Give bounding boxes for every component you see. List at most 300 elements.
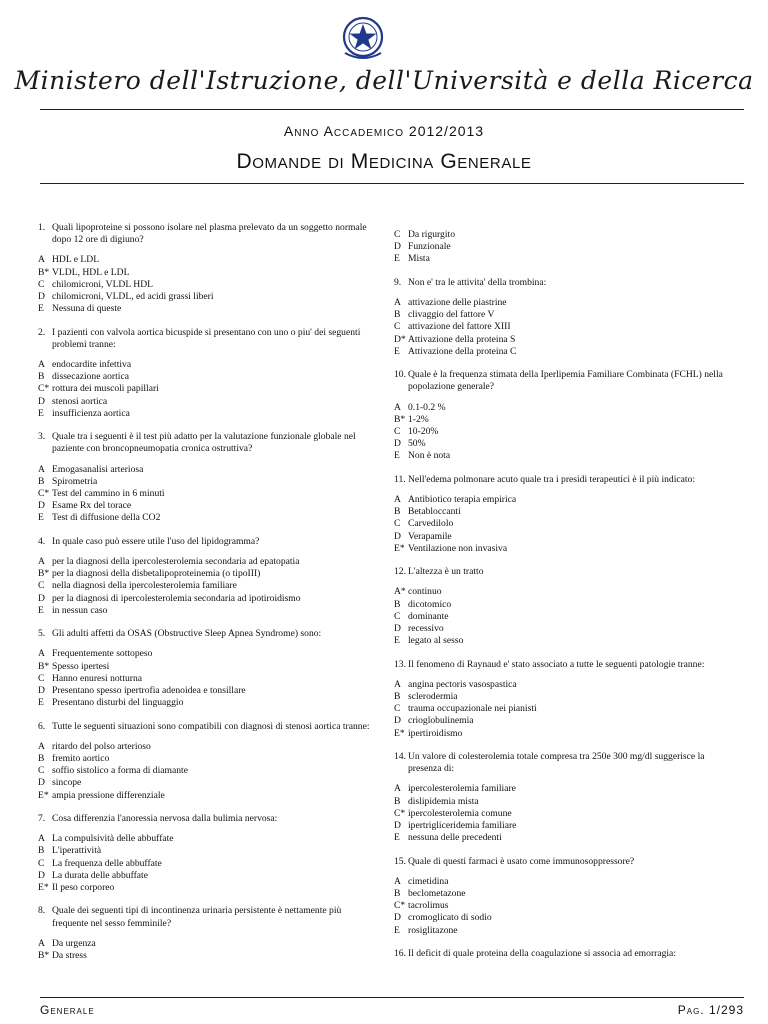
answer-options <box>38 741 378 802</box>
option-text: nessuna delle precedenti <box>408 832 502 844</box>
answer-option <box>394 783 740 795</box>
question-text: Il fenomeno di Raynaud e' stato associato a tutte le seguenti patologie tranne: <box>408 658 705 670</box>
option-text: Il peso corporeo <box>52 882 115 894</box>
option-text: Test del cammino in 6 minuti <box>52 488 165 500</box>
question-text: Quali lipoproteine si possono isolare nel plasma prelevato da un soggetto normale dopo 12 ore di digiuno? <box>52 222 367 246</box>
question-text: L'altezza è un tratto <box>408 566 484 578</box>
option-text: chilomicroni, VLDL HDL <box>52 278 153 290</box>
option-text: dominante <box>408 610 449 622</box>
option-text: Emogasanalisi arteriosa <box>52 463 144 475</box>
option-letter: A <box>394 678 401 690</box>
answer-option <box>394 820 740 832</box>
option-letter: E <box>38 303 44 315</box>
answer-option <box>38 371 378 383</box>
question-stem <box>394 948 740 960</box>
answer-option <box>394 402 740 414</box>
option-text: recessivo <box>408 623 444 635</box>
answer-option <box>38 858 378 870</box>
option-letter: E <box>38 512 44 524</box>
option-letter: A <box>394 783 401 795</box>
question-stem <box>394 277 740 289</box>
answer-options <box>394 229 740 266</box>
answer-option <box>394 518 740 530</box>
option-text: endocardite infettiva <box>52 359 132 371</box>
answer-option <box>394 241 740 253</box>
answer-option <box>394 876 740 888</box>
answer-option <box>394 599 740 611</box>
answer-option <box>38 648 378 660</box>
option-text: ipercolesterolemia familiare <box>408 783 516 795</box>
option-letter: A <box>38 254 45 266</box>
question-text: Nell'edema polmonare acuto quale tra i presidi terapeutici è il più indicato: <box>408 473 696 485</box>
option-letter: B* <box>38 660 50 672</box>
option-text: 10-20% <box>408 426 439 438</box>
option-text: rottura dei muscoli papillari <box>52 383 159 395</box>
option-letter: C <box>38 765 45 777</box>
answer-option <box>394 414 740 426</box>
option-text: La frequenza delle abbuffate <box>52 857 162 869</box>
option-text: Da rigurgito <box>408 229 455 240</box>
option-text: Da urgenza <box>52 937 96 949</box>
answer-option <box>38 359 378 371</box>
answer-option <box>394 796 740 808</box>
answer-option <box>394 494 740 506</box>
question-number: 8. <box>38 905 46 917</box>
option-text: Mista <box>408 253 430 265</box>
option-text: nella diagnosi della ipercolesterolemia familiare <box>52 580 237 592</box>
option-text: stenosi aortica <box>52 395 108 407</box>
option-text: Spirometria <box>52 475 98 487</box>
option-text: per la diagnosi di ipercolesterolemia secondaria ad ipotiroidismo <box>52 592 301 604</box>
answer-option <box>394 438 740 450</box>
question-item <box>394 751 740 844</box>
answer-option <box>394 321 740 333</box>
answer-option <box>38 488 378 500</box>
option-letter: A <box>38 556 45 568</box>
option-letter: D* <box>394 333 406 345</box>
option-text: 0.1-0.2 % <box>408 401 446 413</box>
answer-option <box>38 396 378 408</box>
question-text: Quale dei seguenti tipi di incontinenza urinaria persistente è nettamente più frequente nel sesso femminile? <box>52 905 342 929</box>
option-letter: D <box>394 438 401 450</box>
option-text: clivaggio del fattore V <box>408 309 495 321</box>
option-letter: C <box>394 426 401 438</box>
option-letter: D <box>394 820 401 832</box>
option-text: Frequentemente sottopeso <box>52 648 153 660</box>
question-text: Un valore di colesterolemia totale compresa tra 250e 300 mg/dl suggerisce la presenza di: <box>408 751 705 775</box>
option-letter: A <box>38 740 45 752</box>
title-divider <box>40 183 744 184</box>
italian-republic-emblem-icon <box>341 15 385 63</box>
answer-option <box>394 925 740 937</box>
answer-option <box>394 808 740 820</box>
question-text: In quale caso può essere utile l'uso del lipidogramma? <box>52 535 260 547</box>
option-letter: C <box>38 672 45 684</box>
option-letter: D <box>38 685 45 697</box>
page-title: Domande di Medicina Generale <box>236 150 532 173</box>
answer-option <box>394 531 740 543</box>
answer-options <box>394 297 740 358</box>
option-text: ipertiroidismo <box>408 727 463 739</box>
answer-option <box>38 267 378 279</box>
option-text: L'iperattività <box>52 845 102 857</box>
option-letter: E <box>38 697 44 709</box>
answer-options <box>38 938 378 962</box>
answer-option <box>38 673 378 685</box>
option-letter: B <box>394 888 401 900</box>
footer-section-label: Generale <box>40 1003 95 1017</box>
option-text: rosiglitazone <box>408 924 458 936</box>
option-letter: B* <box>394 413 406 425</box>
answer-option <box>394 900 740 912</box>
option-letter: E* <box>394 727 405 739</box>
answer-option <box>38 291 378 303</box>
answer-option <box>394 912 740 924</box>
question-item <box>394 856 740 937</box>
option-letter: D <box>394 715 401 727</box>
answer-option <box>394 832 740 844</box>
option-text: Spesso ipertesi <box>52 660 110 672</box>
answer-options <box>38 464 378 525</box>
option-letter: D <box>38 500 45 512</box>
option-letter: C <box>38 857 45 869</box>
question-text: I pazienti con valvola aortica bicuspide si presentano con uno o piu' dei seguenti problemi tranne: <box>52 326 361 350</box>
header-divider <box>40 109 744 110</box>
question-stem <box>394 751 740 775</box>
option-text: La durata delle abbuffate <box>52 869 148 881</box>
option-text: La compulsività delle abbuffate <box>52 833 174 845</box>
option-text: VLDL, HDL e LDL <box>52 266 130 278</box>
question-text: Quale tra i seguenti è il test più adatto per la valutazione funzionale globale nel paziente con broncopneumopatia cronica ostruttiva? <box>52 431 356 455</box>
option-letter: D <box>38 869 45 881</box>
answer-option <box>38 777 378 789</box>
option-text: dicotomico <box>408 598 452 610</box>
answer-option <box>38 833 378 845</box>
option-letter: E <box>394 635 400 647</box>
option-letter: A <box>38 648 45 660</box>
answer-option <box>38 882 378 894</box>
option-letter: B <box>394 598 401 610</box>
option-letter: B <box>394 506 401 518</box>
option-text: Da stress <box>52 950 87 962</box>
answer-option <box>394 297 740 309</box>
option-letter: B <box>394 309 401 321</box>
option-letter: A <box>38 359 45 371</box>
answer-option <box>38 753 378 765</box>
answer-option <box>394 715 740 727</box>
option-letter: B* <box>38 950 50 962</box>
option-letter: E <box>38 604 44 616</box>
option-text: chilomicroni, VLDL, ed acidi grassi liberi <box>52 291 214 303</box>
option-letter: E <box>394 832 400 844</box>
question-item <box>38 327 378 420</box>
option-letter: A <box>38 937 45 949</box>
answer-options <box>38 359 378 420</box>
question-item <box>38 431 378 524</box>
answer-option <box>394 703 740 715</box>
question-number: 5. <box>38 628 46 640</box>
option-text: Attivazione della proteina S <box>408 333 516 345</box>
option-letter: A <box>394 494 401 506</box>
question-item <box>394 659 740 740</box>
answer-option <box>38 765 378 777</box>
option-text: continuo <box>408 586 442 598</box>
question-stem <box>38 222 378 246</box>
option-text: tacrolimus <box>408 900 449 912</box>
academic-year: Anno Accademico 2012/2013 <box>283 123 485 139</box>
question-text: Gli adulti affetti da OSAS (Obstructive Sleep Apnea Syndrome) sono: <box>52 628 322 640</box>
question-item <box>38 813 378 894</box>
question-number: 15. <box>394 855 406 867</box>
question-item <box>394 369 740 462</box>
answer-option <box>394 635 740 647</box>
option-text: Antibiotico terapia empirica <box>408 494 517 506</box>
option-letter: E* <box>394 542 405 554</box>
question-item <box>38 222 378 315</box>
answer-option <box>38 605 378 617</box>
option-letter: C* <box>38 383 50 395</box>
option-text: ipertrigliceridemia familiare <box>408 820 517 832</box>
question-number: 11. <box>394 473 406 485</box>
answer-option <box>38 464 378 476</box>
option-letter: C <box>394 610 401 622</box>
question-stem <box>394 566 740 578</box>
answer-option <box>394 253 740 265</box>
option-text: 50% <box>408 438 426 450</box>
answer-option <box>38 697 378 709</box>
option-text: crioglobulinemia <box>408 715 474 727</box>
option-text: sclerodermia <box>408 691 458 703</box>
question-number: 16. <box>394 948 406 960</box>
option-text: angina pectoris vasospastica <box>408 678 517 690</box>
answer-options <box>38 254 378 315</box>
option-text: trauma occupazionale nei pianisti <box>408 703 537 715</box>
option-text: ampia pressione differenziale <box>52 789 165 801</box>
footer-divider <box>40 997 744 998</box>
option-text: Attivazione della proteina C <box>408 345 517 357</box>
question-item <box>394 948 740 960</box>
option-letter: E <box>394 450 400 462</box>
option-text: Carvedilolo <box>408 518 454 530</box>
answer-option <box>38 408 378 420</box>
question-stem <box>394 474 740 486</box>
option-text: cimetidina <box>408 875 449 887</box>
question-item <box>394 229 740 266</box>
answer-option <box>38 580 378 592</box>
question-stem <box>38 905 378 929</box>
question-number: 7. <box>38 813 46 825</box>
question-stem <box>38 721 378 733</box>
answer-option <box>394 888 740 900</box>
option-letter: C <box>394 321 401 333</box>
answer-option <box>394 450 740 462</box>
option-letter: B <box>394 795 401 807</box>
answer-option <box>38 790 378 802</box>
answer-option <box>38 476 378 488</box>
option-text: legato al sesso <box>408 635 464 647</box>
answer-option <box>394 426 740 438</box>
answer-option <box>38 870 378 882</box>
option-text: attivazione del fattore XIII <box>408 321 511 333</box>
option-letter: B <box>38 845 45 857</box>
question-number: 10. <box>394 369 406 381</box>
question-item <box>38 905 378 962</box>
answer-options <box>394 876 740 937</box>
question-stem <box>38 536 378 548</box>
option-letter: E* <box>38 882 49 894</box>
answer-option <box>38 568 378 580</box>
option-letter: E <box>394 253 400 265</box>
answer-option <box>394 229 740 241</box>
option-text: fremito aortico <box>52 753 110 765</box>
answer-option <box>38 279 378 291</box>
question-item <box>38 721 378 802</box>
question-number: 13. <box>394 658 406 670</box>
option-text: attivazione delle piastrine <box>408 297 507 308</box>
option-letter: B* <box>38 568 50 580</box>
left-question-column <box>38 222 378 973</box>
option-letter: E* <box>38 789 49 801</box>
question-stem <box>38 628 378 640</box>
option-letter: A <box>38 463 45 475</box>
option-letter: D <box>394 530 401 542</box>
option-text: 1-2% <box>408 413 429 425</box>
option-text: HDL e LDL <box>52 254 100 266</box>
answer-options <box>38 556 378 617</box>
question-text: Non e' tra le attivita' della trombina: <box>408 276 547 288</box>
option-letter: C* <box>394 900 406 912</box>
answer-option <box>394 506 740 518</box>
answer-option <box>38 556 378 568</box>
question-text: Tutte le seguenti situazioni sono compatibili con diagnosi di stenosi aortica tranne: <box>52 720 370 732</box>
answer-option <box>38 845 378 857</box>
option-text: Funzionale <box>408 241 451 253</box>
option-letter: C* <box>394 807 406 819</box>
question-item <box>394 566 740 647</box>
question-number: 4. <box>38 535 46 547</box>
question-text: Il deficit di quale proteina della coagulazione si associa ad emorragia: <box>408 948 676 960</box>
answer-options <box>38 648 378 709</box>
answer-option <box>394 309 740 321</box>
option-letter: D <box>38 395 45 407</box>
answer-option <box>38 685 378 697</box>
question-text: Quale è la frequenza stimata della Iperlipemia Familiare Combinata (FCHL) nella popolazione generale? <box>408 369 723 393</box>
option-text: Non è nota <box>408 450 451 462</box>
answer-option <box>38 500 378 512</box>
answer-options <box>394 783 740 844</box>
answer-option <box>38 938 378 950</box>
option-text: per la diagnosi della ipercolesterolemia secondaria ad epatopatia <box>52 556 300 568</box>
option-letter: C <box>394 518 401 530</box>
question-number: 12. <box>394 566 406 578</box>
option-text: beclometazone <box>408 888 466 900</box>
option-text: ritardo del polso arterioso <box>52 740 151 752</box>
option-letter: A <box>394 297 401 308</box>
option-letter: B* <box>38 266 50 278</box>
question-number: 1. <box>38 222 46 233</box>
question-item <box>38 536 378 617</box>
answer-option <box>38 303 378 315</box>
option-text: Ventilazione non invasiva <box>408 542 508 554</box>
option-letter: E <box>38 407 44 419</box>
answer-option <box>394 334 740 346</box>
option-text: Presentano spesso ipertrofia adenoidea e tonsillare <box>52 685 246 697</box>
question-number: 2. <box>38 326 46 338</box>
option-text: Hanno enuresi notturna <box>52 672 143 684</box>
question-stem <box>394 659 740 671</box>
option-letter: A <box>394 401 401 413</box>
option-letter: C <box>38 278 45 290</box>
question-stem <box>394 369 740 393</box>
answer-option <box>394 346 740 358</box>
option-text: Verapamile <box>408 530 452 542</box>
question-item <box>394 474 740 555</box>
option-text: insufficienza aortica <box>52 407 130 419</box>
option-letter: D <box>394 241 401 253</box>
answer-option <box>394 543 740 555</box>
option-letter: C <box>38 580 45 592</box>
question-stem <box>38 813 378 825</box>
option-letter: C <box>394 229 401 240</box>
option-text: Betabloccanti <box>408 506 461 518</box>
question-number: 9. <box>394 276 402 288</box>
answer-option <box>394 728 740 740</box>
answer-option <box>394 611 740 623</box>
answer-option <box>38 593 378 605</box>
question-text: Cosa differenzia l'anoressia nervosa dalla bulimia nervosa: <box>52 813 278 825</box>
answer-option <box>38 741 378 753</box>
option-letter: E <box>394 345 400 357</box>
option-text: Nessuna di queste <box>52 303 122 315</box>
option-text: in nessun caso <box>52 604 108 616</box>
question-stem <box>38 327 378 351</box>
option-letter: E <box>394 924 400 936</box>
page-number: Pag. 1/293 <box>677 1003 744 1017</box>
answer-option <box>38 661 378 673</box>
answer-options <box>394 402 740 463</box>
answer-option <box>394 586 740 598</box>
answer-option <box>38 383 378 395</box>
answer-option <box>38 950 378 962</box>
option-letter: D <box>38 291 45 303</box>
option-letter: A <box>394 875 401 887</box>
option-letter: D <box>394 623 401 635</box>
right-question-column <box>394 229 740 971</box>
option-letter: D <box>38 777 45 789</box>
option-letter: D <box>394 912 401 924</box>
answer-option <box>38 512 378 524</box>
question-stem <box>394 856 740 868</box>
option-text: ipercolesterolemia comune <box>408 807 512 819</box>
option-text: Test di diffusione della CO2 <box>52 512 161 524</box>
option-letter: A* <box>394 586 406 598</box>
option-letter: B <box>38 475 45 487</box>
question-number: 3. <box>38 431 46 443</box>
question-number: 6. <box>38 720 46 732</box>
option-letter: C <box>394 703 401 715</box>
answer-options <box>38 833 378 894</box>
option-text: dislipidemia mista <box>408 795 479 807</box>
answer-option <box>394 679 740 691</box>
answer-option <box>394 691 740 703</box>
option-letter: B <box>394 691 401 703</box>
option-text: Esame Rx del torace <box>52 500 132 512</box>
ministry-name: Ministero dell'Istruzione, dell'Università e della Ricerca <box>14 66 754 95</box>
option-letter: A <box>38 833 45 845</box>
question-number: 14. <box>394 751 406 763</box>
option-text: soffio sistolico a forma di diamante <box>52 765 188 777</box>
option-text: cromoglicato di sodio <box>408 912 492 924</box>
